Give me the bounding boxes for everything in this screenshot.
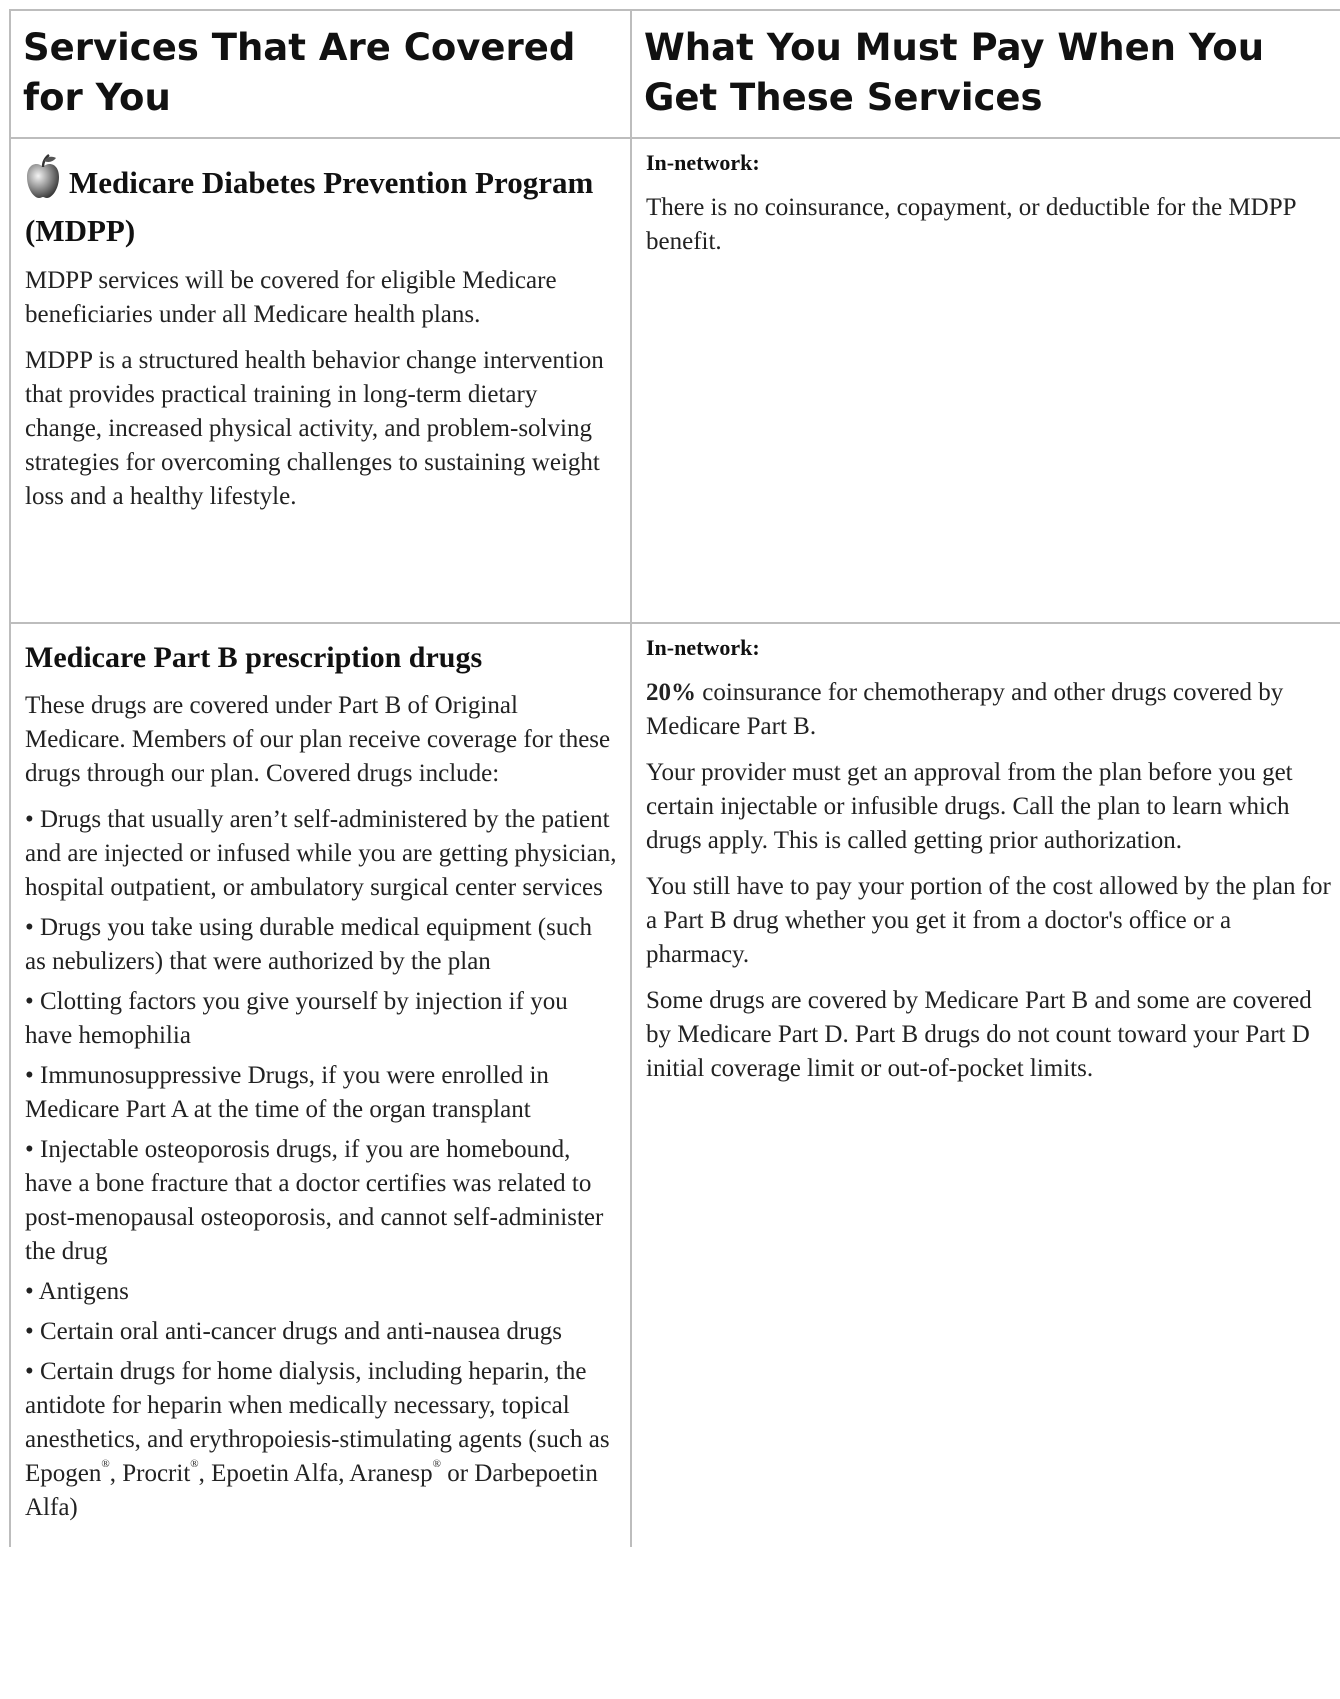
list-item: • Certain drugs for home dialysis, including heparin, the antidote for heparin when medically necessary, topical anesthetics, and erythropoiesis-stimulating agents (such as Epogen®, Procrit®, Epoetin Alfa, Aranesp® or Darbepoetin Alfa) — [25, 1358, 610, 1521]
in-network-label: In-network: — [646, 150, 760, 175]
payment-paragraph: Some drugs are covered by Medicare Part B and some are covered by Medicare Part D. Part B drugs do not count toward your Part D initial coverage limit or out-of-pocket limits. — [646, 987, 1312, 1082]
payment-paragraph: There is no coinsurance, copayment, or deductible for the MDPP benefit. — [646, 194, 1296, 255]
in-network-label: In-network: — [646, 635, 760, 660]
list-item: • Drugs that usually aren’t self-administered by the patient and are injected or infused while you are getting physician, hospital outpatient, or ambulatory surgical center services — [25, 806, 617, 901]
table-row — [10, 623, 1340, 1547]
header-payment: What You Must Pay When You Get These Services — [631, 10, 1340, 138]
list-item: • Injectable osteoporosis drugs, if you are homebound, have a bone fracture that a doctor certifies was related to post-menopausal osteoporosis, and cannot self-administer the drug — [25, 1136, 604, 1265]
table-header-row — [10, 10, 1340, 138]
list-item: • Clotting factors you give yourself by injection if you have hemophilia — [25, 988, 568, 1049]
services-cell — [10, 138, 631, 623]
payment-cell — [631, 138, 1340, 623]
payment-paragraph: 20% coinsurance for chemotherapy and other drugs covered by Medicare Part B. — [646, 679, 1284, 740]
header-services: Services That Are Covered for You — [10, 10, 631, 138]
list-item: • Certain oral anti-cancer drugs and anti-nausea drugs — [25, 1318, 563, 1345]
mdpp-paragraph: MDPP services will be covered for eligible Medicare beneficiaries under all Medicare health plans. — [25, 267, 557, 328]
payment-paragraph: Your provider must get an approval from the plan before you get certain injectable or infusible drugs. Call the plan to learn which drugs apply. This is called getting prior authorization. — [646, 759, 1293, 854]
payment-cell — [631, 623, 1340, 1547]
row-title: Medicare Part B prescription drugs — [25, 641, 483, 674]
list-item: • Immunosuppressive Drugs, if you were enrolled in Medicare Part A at the time of the organ transplant — [25, 1062, 549, 1123]
table-row — [10, 138, 1340, 623]
payment-paragraph: You still have to pay your portion of the cost allowed by the plan for a Part B drug whether you get it from a doctor's office or a pharmacy. — [646, 873, 1331, 968]
row-title: Medicare Diabetes Prevention Program (MDPP) — [25, 153, 618, 252]
services-cell — [10, 623, 631, 1547]
intro-paragraph: These drugs are covered under Part B of Original Medicare. Members of our plan receive coverage for these drugs through our plan. Covered drugs include: — [25, 692, 611, 787]
mdpp-paragraph: MDPP is a structured health behavior change intervention that provides practical training in long-term dietary change, increased physical activity, and problem-solving strategies for overcoming challenges to sustaining weight loss and a healthy lifestyle. — [25, 347, 604, 510]
list-item: • Antigens — [25, 1278, 129, 1305]
benefits-table — [9, 9, 1340, 1547]
list-item: • Drugs you take using durable medical equipment (such as nebulizers) that were authorized by the plan — [25, 914, 592, 975]
apple-icon — [25, 153, 61, 210]
